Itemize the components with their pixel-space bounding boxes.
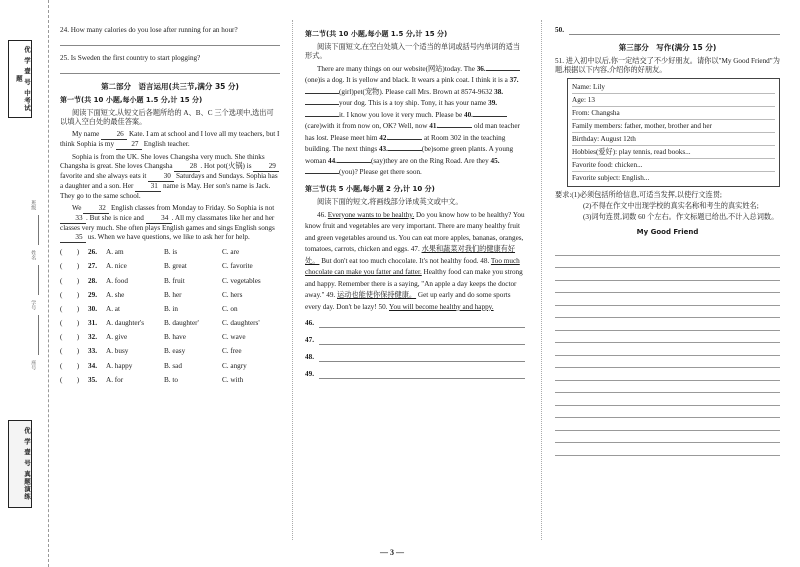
section2-instructions: 阅读下面短文,在空白处填入一个适当的单词或括号内单词的适当形式。 — [305, 42, 521, 60]
translation-passage: 46. Everyone wants to be healthy. Do you know how to be healthy? You know fruit and vegetables are very important. There are many healthy fruit and green vegetables around us. You can eat more apples, bananas, oranges, tomatoes, carrots, chicken and eggs. 47. 水果和蔬菜对我们的健康有好处。 But don't eat too much chocolate. It's not healthy food. 48. Too much chocolate can make you fatter and fatter. Healthy food can make you strong and happy. Remember there is a saying, "An apple a day keeps the doctor away." 49. 运动也能使你保持健康。 Get up early and do some sports every day. Don't be lazy! 50. You will become healthy and happy. — [305, 210, 525, 311]
choice-list — [60, 248, 280, 385]
section1-instructions: 阅读下面短文,从短文后各题所给的 A、B、C 三个选项中,选出可以填入空白处的最佳答案。 — [60, 109, 274, 127]
essay-writing-area[interactable] — [555, 243, 780, 456]
blank-41[interactable] — [438, 127, 472, 128]
cloze-paragraph-3: We 32 English classes from Monday to Friday. So Sophia is not 33 . But she is nice and 34 . All my classmates like her and her classes very much. She often plays English games and sings English songs 35 us. When we have questions, we like to ask her for help. — [60, 204, 275, 242]
blank-26: 26 — [101, 130, 127, 140]
blank-33: 33 — [60, 214, 86, 224]
blank-31: 31 — [135, 182, 161, 192]
blank-38[interactable] — [305, 104, 339, 105]
info-row: Birthday: August 12th — [572, 133, 775, 146]
binding-margin — [0, 0, 49, 567]
underlined-46: Everyone wants to be healthy. — [327, 210, 415, 219]
part2-title: 第二部分 语言运用(共三节,满分 35 分) — [101, 82, 239, 91]
info-row: Favorite food: chicken... — [572, 159, 775, 172]
answer-line[interactable] — [60, 37, 280, 46]
choice-row[interactable]: ( ) 31. A. daughter's B. daughter' C. daughters' — [60, 319, 260, 328]
info-row: Name: Lily — [572, 81, 775, 94]
class-label: 班级 — [30, 200, 37, 210]
series-badge-top: 优 学 壹 号 中考试题 — [8, 40, 32, 118]
fill-line — [38, 315, 39, 355]
choice-row[interactable]: ( ) 29. A. she B. her C. hers — [60, 290, 243, 299]
column-divider — [541, 20, 543, 540]
cloze-paragraph-2: Sophia is from the UK. She loves Changsha very much. She thinks Changsha is great. She loves Changsha 28 . Hot pot(火锅) is 29 favorite and she always eats it 30 Saturdays and Sundays. Sophia has a daughter and a son. Her 31 name is May. Her son's name is Jack. They go to the same school. — [60, 153, 278, 201]
blank-30: 30 — [148, 172, 174, 182]
info-row: Favorite subject: English... — [572, 173, 650, 182]
underlined-48: Too much chocolate can make you fatter and fatter. — [305, 256, 520, 277]
translation-answers — [305, 319, 525, 379]
answer-line-49[interactable]: 49. — [305, 370, 525, 379]
essay-title: My Good Friend — [636, 228, 699, 237]
blank-42[interactable] — [388, 139, 422, 140]
page-number: — 3 — — [380, 548, 404, 557]
section2-title: 第二节(共 10 小题,每小题 1.5 分,计 15 分) — [305, 30, 448, 38]
column-middle — [305, 26, 525, 387]
blank-28: 28 — [174, 162, 200, 172]
answer-line-46[interactable]: 46. — [305, 319, 525, 328]
fill-passage: There are many things on our website(网站)today. The 36.(one)is a dog. It is yellow and black. It wears a pink coat. I think it is a 37.(girl)pet(宠物). Please call Mrs. Brown at 8574-9632 38.your dog. This is a toy ship. Tony, it has your name 39.it. I know you love it very much. Please be 40.(care)with it from now on, OK? Well, now 41. old man teacher has lost. Please meet him 42. at Room 302 in the teaching building. The next things 43. (be)some green plants. A young woman 44. (say)they are on the Ring Road. Are they 45.(you)? Please get there soon. — [305, 64, 520, 177]
info-row: Hobbies(爱好): play tennis, read books... — [572, 146, 775, 159]
name-label: 姓名 — [30, 250, 37, 260]
underlined-47: 水果和蔬菜对我们的健康有好处。 — [305, 245, 516, 265]
part3-title: 第三部分 写作(满分 15 分) — [618, 43, 717, 52]
answer-line-47[interactable]: 47. — [305, 336, 525, 345]
section3-title: 第三节(共 5 小题,每小题 2 分,计 10 分) — [305, 184, 435, 193]
cloze-paragraph-1: My name 26 Kate. I am at school and I love all my teachers, but I think Sophia is my 27 English teacher. — [60, 130, 280, 149]
underlined-49: 运动也能使你保持健康。 — [337, 291, 417, 300]
blank-40[interactable] — [473, 116, 507, 117]
question-25: 25. Is Sweden the first country to start plogging? — [60, 54, 201, 62]
fill-line — [38, 265, 39, 295]
blank-39[interactable] — [305, 116, 339, 117]
question-24: 24. How many calories do you lose after running for an hour? — [60, 26, 238, 34]
requirement-2: (2)不得在作文中出现学校的真实名称和考生的真实姓名; — [583, 202, 759, 211]
student-id-label: 学号 — [30, 300, 37, 310]
blank-32: 32 — [83, 204, 109, 214]
answer-line-50[interactable]: 50. — [555, 26, 780, 35]
section3-instructions: 阅读下面的短文,将画线部分译成英文或中文。 — [317, 197, 463, 206]
answer-line[interactable] — [60, 65, 280, 74]
choice-row[interactable]: ( ) 33. A. busy B. easy C. free — [60, 347, 242, 356]
blank-36[interactable] — [486, 70, 520, 71]
choice-row[interactable]: ( ) 35. A. for B. to C. with — [60, 375, 244, 384]
blank-44[interactable] — [337, 162, 371, 163]
blank-29: 29 — [253, 162, 279, 172]
choice-row[interactable]: ( ) 27. A. nice B. great C. favorite — [60, 262, 253, 271]
section1-title: 第一节(共 10 小题,每小题 1.5 分,计 15 分) — [60, 96, 203, 105]
column-divider — [292, 20, 294, 540]
blank-43[interactable] — [388, 150, 422, 151]
seat-label: 座号 — [30, 360, 37, 370]
info-row: Age: 13 — [572, 94, 775, 107]
requirement-1: 要求:(1)必须包括所给信息,可适当发挥,以使行文连贯; — [555, 191, 722, 200]
choice-row[interactable]: ( ) 30. A. at B. in C. on — [60, 304, 238, 313]
fill-line — [38, 215, 39, 245]
info-table — [567, 78, 780, 187]
info-row: From: Changsha — [572, 107, 775, 120]
series-badge-bottom: 优 学 壹 号 真题演练 — [8, 420, 32, 508]
choice-row[interactable]: ( ) 26. A. am B. is C. are — [60, 248, 240, 257]
blank-34: 34 — [146, 214, 172, 224]
choice-row[interactable]: ( ) 34. A. happy B. sad C. angry — [60, 361, 247, 370]
requirement-3: (3)词句连贯,词数 60 个左右。作文标题已给出,不计入总词数。 — [583, 213, 779, 222]
answer-line-48[interactable]: 48. — [305, 353, 525, 362]
blank-27: 27 — [116, 140, 142, 150]
blank-45[interactable] — [305, 173, 339, 174]
writing-prompt: 51. 进入初中以后,你一定结交了不少好朋友。请你以"My Good Friend"为题,根据以下内容,介绍你的好朋友。 — [555, 57, 780, 75]
blank-35: 35 — [60, 233, 86, 243]
choice-row[interactable]: ( ) 32. A. give B. have C. wave — [60, 333, 246, 342]
column-right — [555, 26, 780, 456]
column-left — [60, 26, 280, 390]
blank-37[interactable] — [305, 93, 339, 94]
info-row: Family members: father, mother, brother and her — [572, 120, 775, 133]
underlined-50: You will become healthy and happy. — [389, 302, 494, 311]
choice-row[interactable]: ( ) 28. A. food B. fruit C. vegetables — [60, 276, 261, 285]
